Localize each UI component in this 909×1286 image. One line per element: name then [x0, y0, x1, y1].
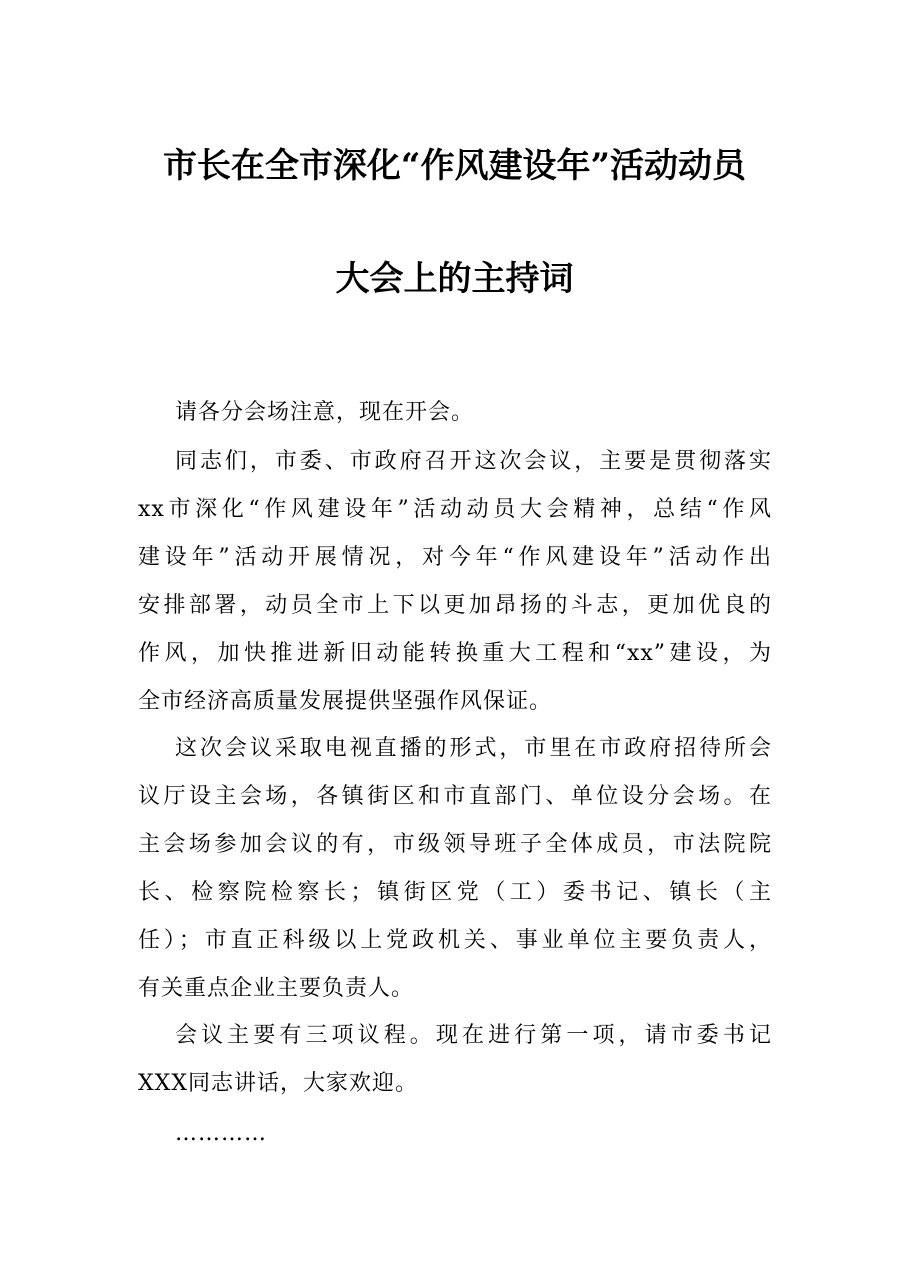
paragraph-5-ellipsis	[138, 1110, 772, 1158]
paragraph-line: 有关重点企业主要负责人。	[138, 976, 415, 1001]
paragraph-line: 全市经济高质量发展提供坚强作风保证。	[138, 689, 553, 714]
paragraph-line: …………	[175, 1121, 267, 1146]
paragraph-line: xx市深化“作风建设年”活动动员大会精神，总结“作风	[138, 497, 772, 522]
paragraph-line: 长、检察院检察长；镇街区党（工）委书记、镇长（主	[138, 880, 772, 905]
paragraph-line: 议厅设主会场，各镇街区和市直部门、单位设分会场。在	[138, 784, 772, 809]
paragraph-2	[138, 438, 772, 726]
paragraph-line: 任）；市直正科级以上党政机关、事业单位主要负责人，	[138, 928, 772, 953]
paragraph-4	[138, 1012, 772, 1108]
paragraph-3	[138, 725, 772, 1013]
paragraph-line: 安排部署，动员全市上下以更加昂扬的斗志，更加优良的	[138, 593, 772, 618]
paragraph-line: 同志们，市委、市政府召开这次会议，主要是贯彻落实	[175, 449, 772, 474]
paragraph-line: 作风，加快推进新旧动能转换重大工程和“xx”建设，为	[138, 641, 772, 666]
paragraph-line: 会议主要有三项议程。现在进行第一项，请市委书记	[175, 1023, 772, 1048]
paragraph-1	[138, 389, 772, 437]
paragraph-line: 这次会议采取电视直播的形式，市里在市政府招待所会	[175, 736, 772, 761]
paragraph-line: 主会场参加会议的有，市级领导班子全体成员，市法院院	[138, 832, 772, 857]
document-title-line-1: 市长在全市深化“作风建设年”活动动员	[162, 146, 747, 186]
document-title-line-2: 大会上的主持词	[335, 259, 574, 299]
paragraph-line: XXX同志讲话，大家欢迎。	[138, 1071, 418, 1096]
paragraph-line: 建设年”活动开展情况，对今年“作风建设年”活动作出	[138, 545, 772, 570]
paragraph-line: 请各分会场注意，现在开会。	[175, 400, 475, 425]
